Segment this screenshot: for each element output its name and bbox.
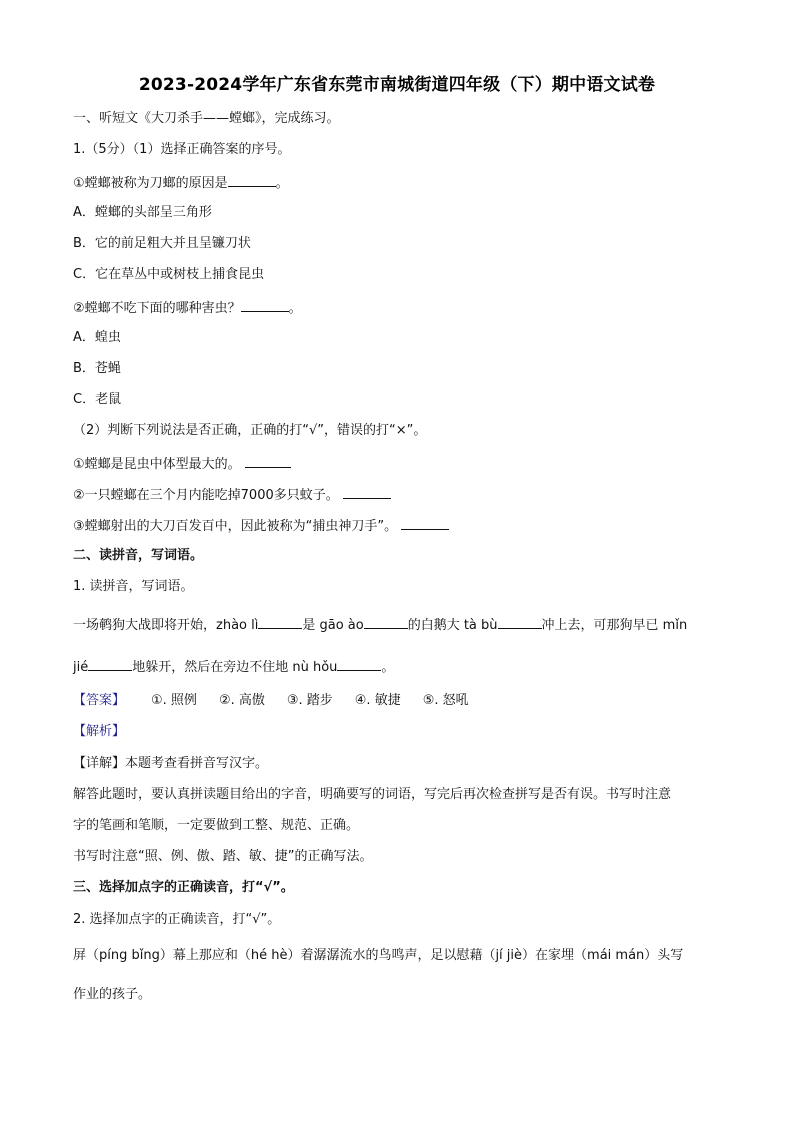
option-a: A．蝗虫	[73, 330, 121, 345]
section-2-heading: 二、读拼音，写词语。	[73, 548, 204, 563]
answer-blank[interactable]	[228, 173, 276, 187]
answer-blank[interactable]	[258, 615, 302, 629]
pinyin-text: 一场鹌狗大战即将开始，zhào lì	[73, 618, 259, 633]
answer-blank[interactable]	[343, 485, 391, 499]
analysis-tag: 【解析】	[73, 724, 126, 739]
reading-line-1: 屏（píng bǐng）幕上那应和（hé hè）着潺潺流水的鸟鸣声，足以慰藉（jí jiè）在家埋（mái mán）头写	[73, 948, 684, 963]
judge-3-text: ③螳螂射出的大刀百发百中，因此被称为“捕虫神刀手”。	[73, 519, 398, 534]
judge-1	[73, 454, 291, 474]
option-b: B．它的前足粗大并且呈镰刀状	[73, 236, 251, 251]
section-1-heading: 一、听短文《大刀杀手——螳螂》，完成练习。	[73, 111, 340, 126]
pinyin-text: 的白鹅大 tà bù	[407, 618, 498, 633]
option-b: B．苍蝇	[73, 361, 121, 376]
answer-item: ①. 照例	[151, 693, 197, 708]
answer-blank[interactable]	[498, 615, 542, 629]
answer-item: ⑤. 怒吼	[422, 693, 469, 708]
pinyin-text: 冲上去，可那狗早已 mǐn	[541, 618, 688, 633]
answer-blank[interactable]	[245, 454, 291, 468]
question-3-2: 2. 选择加点字的正确读音，打“√”。	[73, 912, 281, 927]
explanation-para: 字的笔画和笔顺，一定要做到工整、规范、正确。	[73, 818, 360, 833]
punct: 。	[275, 176, 289, 191]
answer-item: ④. 敏捷	[354, 693, 401, 708]
answer-tag: 【答案】	[73, 693, 126, 708]
answer-blank[interactable]	[364, 615, 408, 629]
question-1: 1.（5分）（1）选择正确答案的序号。	[73, 142, 291, 157]
answer-item: ②. 高傲	[218, 693, 265, 708]
judge-2-text: ②一只螳螂在三个月内能吃掉7000多只蚊子。	[73, 488, 339, 503]
punct: 。	[381, 660, 395, 675]
question-2: （2）判断下列说法是否正确，正确的打“√”，错误的打“×”。	[73, 423, 427, 438]
page-title: 2023-2024学年广东省东莞市南城街道四年级（下）期中语文试卷	[138, 75, 656, 95]
option-c: C．它在草丛中或树枝上捕食昆虫	[73, 267, 265, 282]
pinyin-line-2	[73, 657, 394, 677]
pinyin-text: 地躲开，然后在旁边不住地 nù hǒu	[132, 660, 338, 675]
question-1b-text: ②螳螂不吃下面的哪种害虫？	[73, 301, 241, 316]
explanation-para: 书写时注意“照、例、傲、踏、敏、捷”的正确写法。	[73, 849, 373, 864]
option-a: A．螳螂的头部呈三角形	[73, 205, 212, 220]
question-1b	[73, 298, 302, 318]
pinyin-line-1	[73, 615, 687, 635]
answer-row	[73, 692, 491, 710]
question-2-1: 1. 读拼音，写词语。	[73, 579, 194, 594]
question-1a-text: ①螳螂被称为刀螂的原因是	[73, 176, 228, 191]
reading-line-2: 作业的孩子。	[73, 987, 152, 1002]
answer-blank[interactable]	[241, 298, 289, 312]
pinyin-text: 是 gāo ào	[302, 618, 364, 633]
judge-1-text: ①螳螂是昆虫中体型最大的。	[73, 457, 241, 472]
detail-tag: 【详解】	[73, 756, 126, 771]
option-c: C．老鼠	[73, 392, 122, 407]
answer-blank[interactable]	[337, 657, 381, 671]
answer-blank[interactable]	[401, 516, 449, 530]
answer-item: ③. 踏步	[286, 693, 333, 708]
answer-blank[interactable]	[88, 657, 132, 671]
judge-3	[73, 516, 449, 536]
punct: 。	[288, 301, 302, 316]
section-3-heading: 三、选择加点字的正确读音，打“√”。	[73, 880, 294, 895]
judge-2	[73, 485, 391, 505]
question-1a	[73, 173, 289, 193]
explanation-para: 解答此题时，要认真拼读题目给出的字音，明确要写的词语，写完后再次检查拼写是否有误。书写时注意	[73, 787, 672, 802]
detail-text: 本题考查看拼音写汉字。	[125, 756, 269, 771]
detail-line	[73, 755, 268, 773]
pinyin-text: jié	[73, 660, 89, 675]
